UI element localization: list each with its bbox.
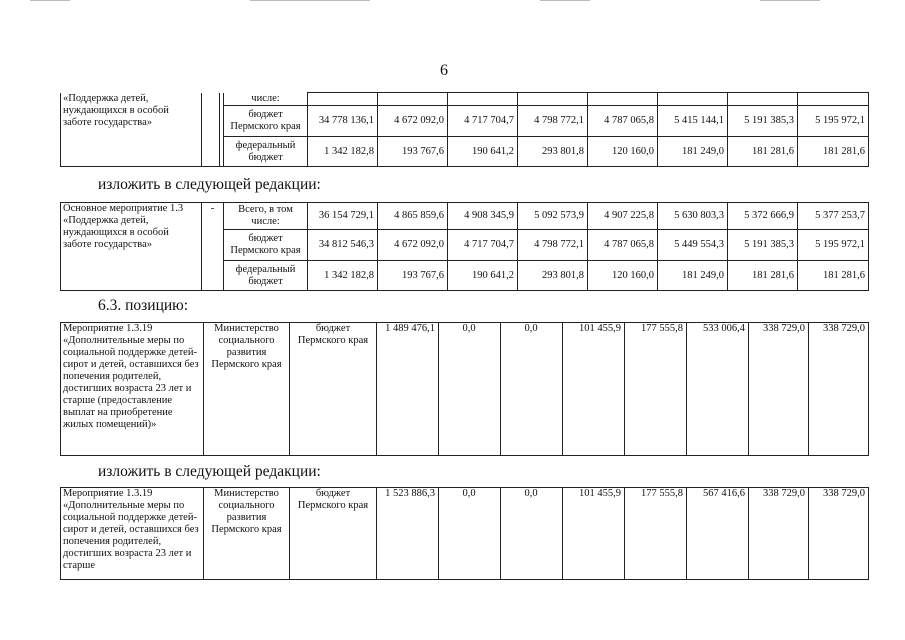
value-cell: 338 729,0 <box>749 488 809 580</box>
source-cell: числе: <box>224 93 308 106</box>
dash-cell: - <box>202 203 224 291</box>
value-cell: 101 455,9 <box>563 323 625 456</box>
value-cell <box>518 93 588 106</box>
activity-name-cell: Мероприятие 1.3.19 «Дополнительные меры по социальной поддержке детей-сирот и детей, оставшихся без попечения родителей, достигших возраста 23 лет и старше (предоставление выплат на приобретение жилых помещений)» <box>61 323 204 456</box>
value-cell <box>448 93 518 106</box>
value-cell: 193 767,6 <box>378 261 448 291</box>
value-cell <box>798 93 869 106</box>
table-new-activity-1-3-19 <box>60 487 869 580</box>
value-cell: 1 489 476,1 <box>377 323 439 456</box>
value-cell: 4 865 859,6 <box>378 203 448 230</box>
value-cell: 5 415 144,1 <box>658 106 728 137</box>
value-cell: 4 672 092,0 <box>378 230 448 261</box>
table-row <box>61 323 869 456</box>
value-cell: 5 191 385,3 <box>728 230 798 261</box>
top-scan-border <box>0 0 905 2</box>
value-cell: 120 160,0 <box>588 261 658 291</box>
value-cell: 293 801,8 <box>518 137 588 167</box>
value-cell <box>378 93 448 106</box>
value-cell: 1 342 182,8 <box>308 137 378 167</box>
source-cell: федеральный бюджет <box>224 261 308 291</box>
value-cell: 120 160,0 <box>588 137 658 167</box>
value-cell: 34 778 136,1 <box>308 106 378 137</box>
source-cell: Всего, в том числе: <box>224 203 308 230</box>
value-cell: 5 195 972,1 <box>798 230 869 261</box>
value-cell: 5 372 666,9 <box>728 203 798 230</box>
source-cell: бюджет Пермского края <box>224 106 308 137</box>
source-cell: бюджет Пермского края <box>224 230 308 261</box>
value-cell: 4 908 345,9 <box>448 203 518 230</box>
value-cell: 1 342 182,8 <box>308 261 378 291</box>
value-cell: 4 907 225,8 <box>588 203 658 230</box>
source-cell: бюджет Пермского края <box>290 323 377 456</box>
page-number: 6 <box>440 62 448 79</box>
value-cell: 190 641,2 <box>448 261 518 291</box>
executor-cell: Министерство социального развития Пермского края <box>204 323 290 456</box>
value-cell: 338 729,0 <box>749 323 809 456</box>
value-cell: 181 249,0 <box>658 137 728 167</box>
value-cell: 5 377 253,7 <box>798 203 869 230</box>
activity-name-cell: Мероприятие 1.3.19 «Дополнительные меры по социальной поддержке детей-сирот и детей, оставшихся без попечения родителей, достигших возраста 23 лет и старше <box>61 488 204 580</box>
value-cell <box>728 93 798 106</box>
value-cell: 0,0 <box>501 488 563 580</box>
value-cell: 0,0 <box>439 323 501 456</box>
value-cell: 4 798 772,1 <box>518 230 588 261</box>
empty-cell <box>202 93 220 167</box>
value-cell: 338 729,0 <box>809 323 869 456</box>
value-cell: 4 717 704,7 <box>448 230 518 261</box>
value-cell: 193 767,6 <box>378 137 448 167</box>
activity-name-cell: Основное мероприятие 1.3 «Поддержка детей, нуждающихся в особой заботе государства» <box>61 203 202 291</box>
value-cell: 181 281,6 <box>728 137 798 167</box>
value-cell: 4 717 704,7 <box>448 106 518 137</box>
value-cell: 5 630 803,3 <box>658 203 728 230</box>
value-cell <box>308 93 378 106</box>
value-cell: 36 154 729,1 <box>308 203 378 230</box>
value-cell: 533 006,4 <box>687 323 749 456</box>
source-cell: бюджет Пермского края <box>290 488 377 580</box>
value-cell: 190 641,2 <box>448 137 518 167</box>
value-cell: 177 555,8 <box>625 488 687 580</box>
value-cell: 1 523 886,3 <box>377 488 439 580</box>
value-cell: 0,0 <box>501 323 563 456</box>
table-row <box>61 93 869 106</box>
value-cell: 5 449 554,3 <box>658 230 728 261</box>
table-old-main-activity <box>60 92 869 167</box>
value-cell: 5 191 385,3 <box>728 106 798 137</box>
activity-name-cell: «Поддержка детей, нуждающихся в особой заботе государства» <box>61 93 202 167</box>
value-cell: 181 281,6 <box>728 261 798 291</box>
value-cell: 5 092 573,9 <box>518 203 588 230</box>
section-heading: 6.3. позицию: <box>98 297 189 314</box>
instruction-text: изложить в следующей редакции: <box>98 463 321 480</box>
table-old-activity-1-3-19 <box>60 322 869 456</box>
value-cell: 0,0 <box>439 488 501 580</box>
value-cell: 567 416,6 <box>687 488 749 580</box>
value-cell <box>658 93 728 106</box>
value-cell: 4 787 065,8 <box>588 230 658 261</box>
table-row <box>61 488 869 580</box>
executor-cell: Министерство социального развития Пермского края <box>204 488 290 580</box>
value-cell: 4 672 092,0 <box>378 106 448 137</box>
source-cell: федеральный бюджет <box>224 137 308 167</box>
value-cell: 34 812 546,3 <box>308 230 378 261</box>
value-cell: 181 281,6 <box>798 261 869 291</box>
value-cell: 181 249,0 <box>658 261 728 291</box>
value-cell <box>588 93 658 106</box>
instruction-text: изложить в следующей редакции: <box>98 176 321 193</box>
value-cell: 177 555,8 <box>625 323 687 456</box>
table-new-main-activity <box>60 202 869 291</box>
value-cell: 5 195 972,1 <box>798 106 869 137</box>
value-cell: 293 801,8 <box>518 261 588 291</box>
value-cell: 4 798 772,1 <box>518 106 588 137</box>
table-row <box>61 203 869 230</box>
value-cell: 4 787 065,8 <box>588 106 658 137</box>
value-cell: 101 455,9 <box>563 488 625 580</box>
value-cell: 338 729,0 <box>809 488 869 580</box>
value-cell: 181 281,6 <box>798 137 869 167</box>
